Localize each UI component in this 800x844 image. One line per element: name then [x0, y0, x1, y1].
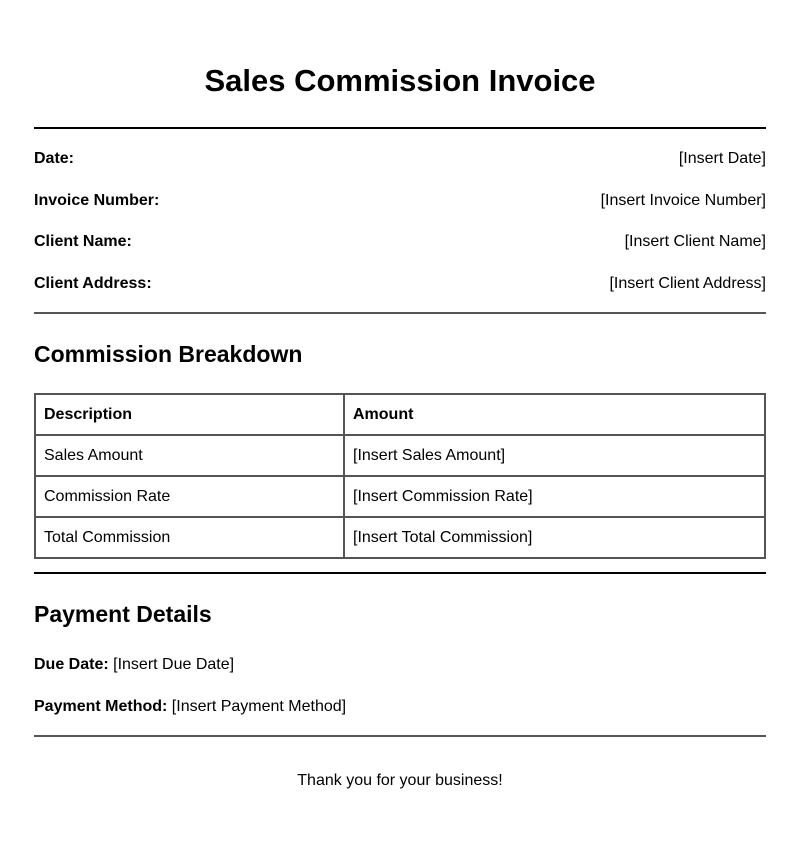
- date-value: [Insert Date]: [678, 150, 766, 167]
- due-date-value: [Insert Due Date]: [113, 656, 235, 673]
- payment-divider: [34, 735, 766, 737]
- breakdown-divider: [34, 572, 766, 574]
- client-address-value: [Insert Client Address]: [609, 275, 766, 292]
- row-description: Sales Amount: [35, 435, 344, 476]
- info-divider: [34, 312, 766, 314]
- invoice-number-value: [Insert Invoice Number]: [600, 192, 766, 209]
- due-date-row: [34, 654, 234, 676]
- row-amount: [Insert Commission Rate]: [344, 476, 765, 517]
- payment-method-row: [34, 696, 346, 718]
- info-row-invoice-number: [34, 190, 766, 212]
- client-name-value: [Insert Client Name]: [624, 233, 766, 250]
- payment-details-heading: Payment Details: [34, 601, 212, 627]
- payment-method-label: Payment Method:: [34, 698, 168, 715]
- row-description: Total Commission: [35, 517, 344, 558]
- info-row-client-name: [34, 231, 766, 253]
- invoice-number-label: Invoice Number:: [34, 192, 160, 209]
- table-row: [35, 517, 765, 558]
- date-label: Date:: [34, 150, 75, 167]
- info-row-client-address: [34, 273, 766, 295]
- thank-you-footer: Thank you for your business!: [297, 772, 503, 789]
- due-date-label: Due Date:: [34, 656, 109, 673]
- payment-method-value: [Insert Payment Method]: [171, 698, 347, 715]
- header-divider: [34, 127, 766, 129]
- table-row: [35, 435, 765, 476]
- row-description: Commission Rate: [35, 476, 344, 517]
- table-row: [35, 476, 765, 517]
- commission-breakdown-table: [34, 393, 766, 559]
- column-header-amount: Amount: [344, 394, 765, 435]
- client-name-label: Client Name:: [34, 233, 132, 250]
- client-address-label: Client Address:: [34, 275, 152, 292]
- invoice-title: Sales Commission Invoice: [204, 63, 596, 98]
- table-header-row: [35, 394, 765, 435]
- row-amount: [Insert Total Commission]: [344, 517, 765, 558]
- commission-breakdown-heading: Commission Breakdown: [34, 341, 303, 367]
- info-row-date: [34, 148, 766, 170]
- row-amount: [Insert Sales Amount]: [344, 435, 765, 476]
- column-header-description: Description: [35, 394, 344, 435]
